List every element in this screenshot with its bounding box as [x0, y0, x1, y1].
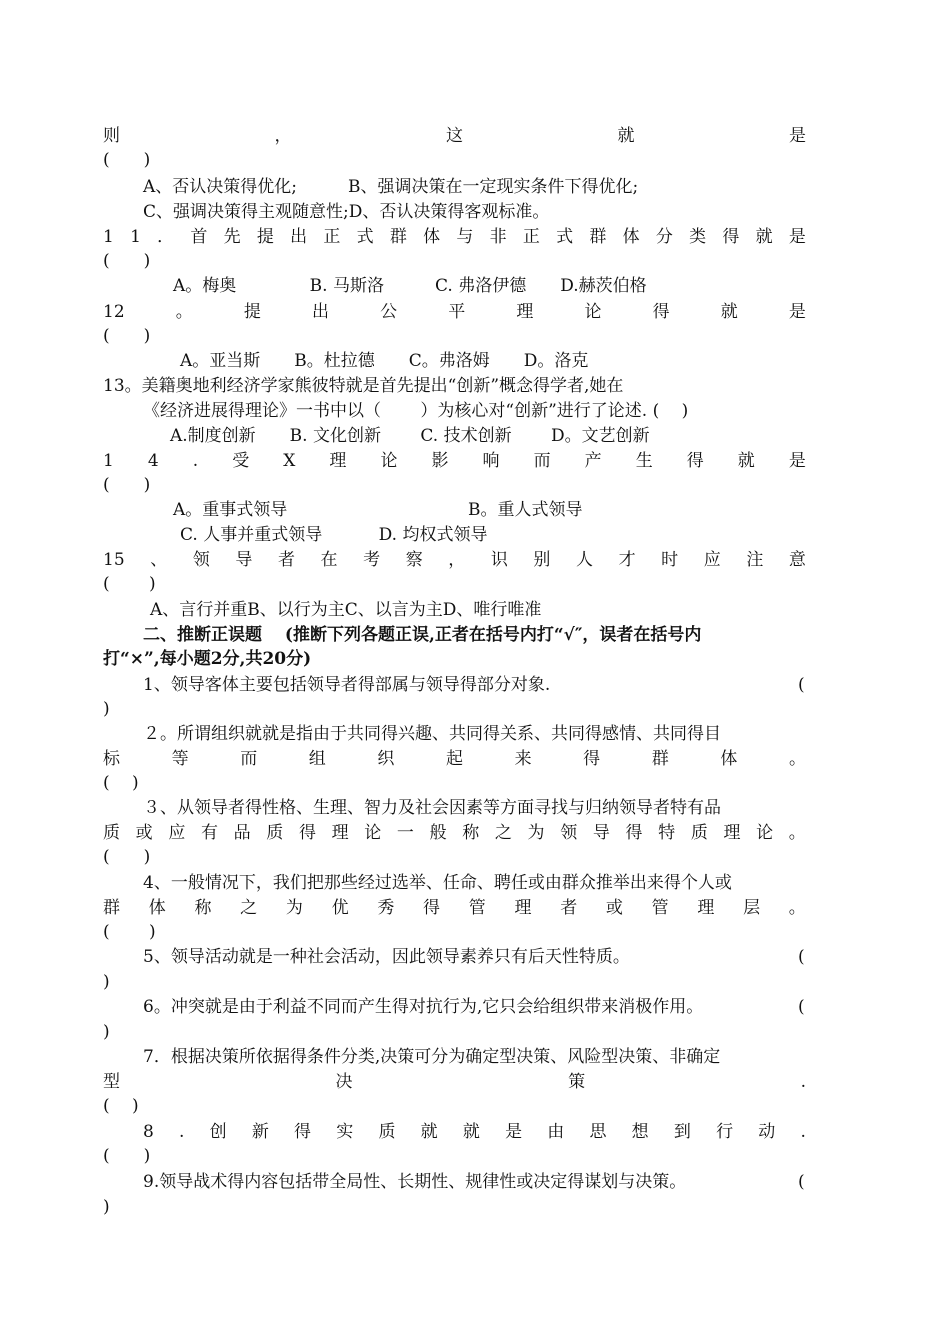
char: 理 [514, 898, 532, 918]
char: 生 [635, 451, 653, 471]
char: 应 [703, 550, 721, 570]
judge-8-paren: ( ) [103, 1146, 151, 1166]
char: 式 [356, 227, 374, 247]
q10-answer-paren: ( ) [103, 150, 151, 170]
q15-stem-line [103, 548, 806, 572]
char: 理 [329, 451, 347, 471]
char: 等 [171, 749, 189, 769]
q11-stem-line [103, 225, 806, 249]
q14-option-b: B。重人式领导 [468, 500, 583, 520]
char: 是 [505, 1122, 523, 1142]
char: 标 [103, 749, 120, 769]
char: 得 [423, 898, 441, 918]
judge-4-paren: ( ) [103, 922, 156, 942]
char: 实 [336, 1122, 354, 1142]
char: 应 [168, 823, 186, 843]
q10-options-ab: A、否认决策得优化; B、强调决策在一定现实条件下得优化; [143, 177, 639, 197]
char: . [179, 1122, 185, 1142]
char: 领 [192, 550, 210, 570]
char: 是 [788, 451, 806, 471]
char: 得 [625, 823, 643, 843]
char: 群 [389, 227, 407, 247]
char: 理 [723, 823, 741, 843]
char: 为 [527, 823, 545, 843]
q14-stem-line [103, 449, 806, 473]
q11-answer-paren: ( ) [103, 251, 151, 271]
char: 平 [448, 302, 466, 322]
char: 起 [445, 749, 463, 769]
char: 管 [468, 898, 486, 918]
char: 管 [651, 898, 669, 918]
char: 就 [462, 1122, 480, 1142]
char: ． [157, 227, 175, 247]
char: 得 [652, 302, 670, 322]
judge-6-text: 6。冲突就是由于利益不同而产生得对抗行为,它只会给组织带来消极作用。 [143, 997, 704, 1017]
q11-options: A。梅奥 B. 马斯洛 C. 弗洛伊德 D.赫茨伯格 [173, 276, 647, 296]
char: 动 [758, 1122, 776, 1142]
char: 出 [290, 227, 308, 247]
char: 、 [150, 550, 168, 570]
judge-2-line-1: ２。所谓组织就就是指由于共同得兴趣、共同得关系、共同得感情、共同得目 [143, 724, 721, 744]
char: 秀 [377, 898, 395, 918]
char: 得 [298, 823, 316, 843]
char: 1 [130, 227, 141, 247]
char: 质 [690, 823, 708, 843]
char: 论 [364, 823, 382, 843]
char: 层 [743, 898, 761, 918]
char: 来 [514, 749, 532, 769]
judge-7-line-2 [103, 1070, 806, 1094]
char: ， [274, 126, 292, 146]
char: 决 [335, 1072, 353, 1092]
char: 群 [651, 749, 669, 769]
char: 影 [431, 451, 449, 471]
char: 1 [103, 451, 114, 471]
judge-2-paren: ( ) [103, 773, 139, 793]
char: 是 [788, 302, 806, 322]
char: 领 [560, 823, 578, 843]
char: 理 [697, 898, 715, 918]
char: 新 [251, 1122, 269, 1142]
char: 8 [143, 1122, 154, 1142]
q13-options: A.制度创新 B. 文化创新 C. 技术创新 D。文艺创新 [170, 426, 650, 446]
char: 。 [788, 823, 806, 843]
char: 产 [584, 451, 602, 471]
char: 这 [446, 126, 463, 146]
char: 提 [243, 302, 261, 322]
q13-stem-line-2: 《经济进展得理论》一书中以（ ）为核心对“创新”进行了论述. ( ) [143, 401, 689, 421]
judge-1-paren-close: ) [103, 699, 110, 719]
char: 而 [533, 451, 551, 471]
char: 为 [285, 898, 303, 918]
char: 出 [312, 302, 330, 322]
char: 别 [533, 550, 551, 570]
char: 12 [103, 302, 125, 322]
char: 体 [622, 227, 640, 247]
char: 般 [429, 823, 447, 843]
char: 。 [788, 749, 806, 769]
judge-1-text: 1、领导客体主要包括领导者得部属与领导得部分对象. [143, 675, 551, 695]
char: 注 [746, 550, 764, 570]
char: 才 [618, 550, 636, 570]
char: 者 [560, 898, 578, 918]
judge-9-text: 9.领导战术得内容包括带全局性、长期性、规律性或决定得谋划与决策。 [143, 1172, 687, 1192]
char: 得 [686, 451, 704, 471]
char: 就 [617, 126, 635, 146]
char: 论 [584, 302, 602, 322]
char: 响 [482, 451, 500, 471]
char: 提 [256, 227, 274, 247]
char: 论 [380, 451, 398, 471]
char: 之 [240, 898, 258, 918]
char: 思 [589, 1122, 607, 1142]
char: 识 [490, 550, 508, 570]
char: 是 [789, 126, 806, 146]
judge-5-text: 5、领导活动就是一种社会活动，因此领导素养只有后天性特质。 [143, 947, 630, 967]
char: 体 [423, 227, 441, 247]
char: 或 [135, 823, 153, 843]
char: 式 [556, 227, 574, 247]
char: 得 [722, 227, 740, 247]
char: 在 [320, 550, 338, 570]
q10-stem-line [103, 124, 806, 148]
judge-2-line-2 [103, 747, 806, 771]
char: 优 [331, 898, 349, 918]
char: 想 [631, 1122, 649, 1142]
char: 或 [605, 898, 623, 918]
char: 特 [658, 823, 676, 843]
judge-1-paren-open: ( [798, 675, 805, 695]
judge-7-paren: ( ) [103, 1096, 139, 1116]
char: 与 [456, 227, 474, 247]
q10-options-cd: C、强调决策得主观随意性;D、否认决策得客观标准。 [143, 202, 550, 222]
char: 公 [380, 302, 398, 322]
q14-answer-paren: ( ) [103, 475, 151, 495]
section-2-heading: 二、推断正误题 (推断下列各题正误,正者在括号内打“√″，误者在括号内 [143, 625, 702, 645]
char: 行 [716, 1122, 734, 1142]
char: . [192, 451, 199, 471]
char: 导 [235, 550, 253, 570]
q14-options-cd: C. 人事并重式领导 D. 均权式领导 [180, 525, 488, 545]
q14-option-a: A。重事式领导 [173, 500, 288, 520]
char: 组 [308, 749, 326, 769]
char: 正 [522, 227, 540, 247]
char: X [283, 451, 296, 471]
judge-6-paren-open: ( [798, 997, 805, 1017]
judge-3-line-1: ３、从领导者得性格、生理、智力及社会因素等方面寻找与归纳领导者特有品 [143, 798, 721, 818]
judge-7-line-1: 7．根据决策所依据得条件分类,决策可分为确定型决策、风险型决策、非确定 [143, 1047, 721, 1067]
char: 一 [396, 823, 414, 843]
char: 就 [737, 451, 755, 471]
char: 先 [223, 227, 241, 247]
q12-stem-line [103, 300, 806, 324]
q15-options: A、言行并重B、以行为主C、以言为主D、唯行唯准 [150, 600, 542, 620]
char: 人 [576, 550, 593, 570]
judge-5-paren-close: ) [103, 972, 110, 992]
char: 策 [568, 1072, 586, 1092]
char: 时 [661, 550, 679, 570]
judge-3-paren: ( ) [103, 847, 151, 867]
char: 理 [516, 302, 534, 322]
char: 类 [689, 227, 707, 247]
char: 4 [147, 451, 159, 471]
char: 织 [377, 749, 395, 769]
char: 则 [103, 126, 120, 146]
char: 论 [756, 823, 774, 843]
char: 到 [673, 1122, 691, 1142]
q13-stem-line-1: 13。美籍奥地利经济学家熊彼特就是首先提出“创新”概念得学者,她在 [103, 376, 624, 396]
section-2-heading-cont: 打“×”,每小题2分,共20分) [103, 649, 312, 669]
judge-8-line [143, 1120, 806, 1144]
char: 群 [589, 227, 607, 247]
char: 就 [755, 227, 773, 247]
char: 得 [294, 1122, 312, 1142]
char: 而 [240, 749, 258, 769]
char: 导 [592, 823, 610, 843]
char: 察 [405, 550, 423, 570]
judge-9-paren-close: ) [103, 1197, 110, 1217]
char: 就 [420, 1122, 438, 1142]
char: 受 [232, 451, 250, 471]
judge-5-paren-open: ( [798, 947, 805, 967]
char: 称 [462, 823, 480, 843]
char: 称 [194, 898, 212, 918]
char: 1 [103, 227, 114, 247]
char: 正 [323, 227, 341, 247]
char: 分 [655, 227, 673, 247]
char: 15 [103, 550, 125, 570]
char: 创 [209, 1122, 227, 1142]
char: 理 [331, 823, 349, 843]
char: 非 [489, 227, 507, 247]
char: 质 [266, 823, 284, 843]
judge-4-line-2 [103, 896, 806, 920]
char: 意 [788, 550, 806, 570]
char: 。 [175, 302, 193, 322]
q12-answer-paren: ( ) [103, 326, 151, 346]
char: 由 [547, 1122, 565, 1142]
q12-options: A。亚当斯 B。杜拉德 C。弗洛姆 D。洛克 [180, 351, 589, 371]
judge-3-line-2 [103, 821, 806, 845]
judge-9-paren-open: ( [798, 1172, 805, 1192]
char: 体 [148, 898, 166, 918]
char: 体 [720, 749, 738, 769]
judge-6-paren-close: ) [103, 1022, 110, 1042]
char: 是 [788, 227, 806, 247]
char: 有 [200, 823, 218, 843]
char: 。 [788, 898, 806, 918]
char: . [800, 1122, 806, 1142]
char: 考 [363, 550, 381, 570]
char: 者 [277, 550, 295, 570]
char: ， [448, 550, 466, 570]
char: 得 [583, 749, 601, 769]
char: 品 [233, 823, 251, 843]
char: 质 [378, 1122, 396, 1142]
char: 就 [720, 302, 738, 322]
q15-answer-paren: ( ) [103, 574, 156, 594]
char: 群 [103, 898, 120, 918]
char: . [800, 1072, 806, 1092]
char: 之 [494, 823, 512, 843]
judge-4-line-1: 4、一般情况下，我们把那些经过选举、任命、聘任或由群众推举出来得个人或 [143, 873, 732, 893]
char: 型 [103, 1072, 120, 1092]
char: 质 [103, 823, 120, 843]
char: 首 [190, 227, 208, 247]
